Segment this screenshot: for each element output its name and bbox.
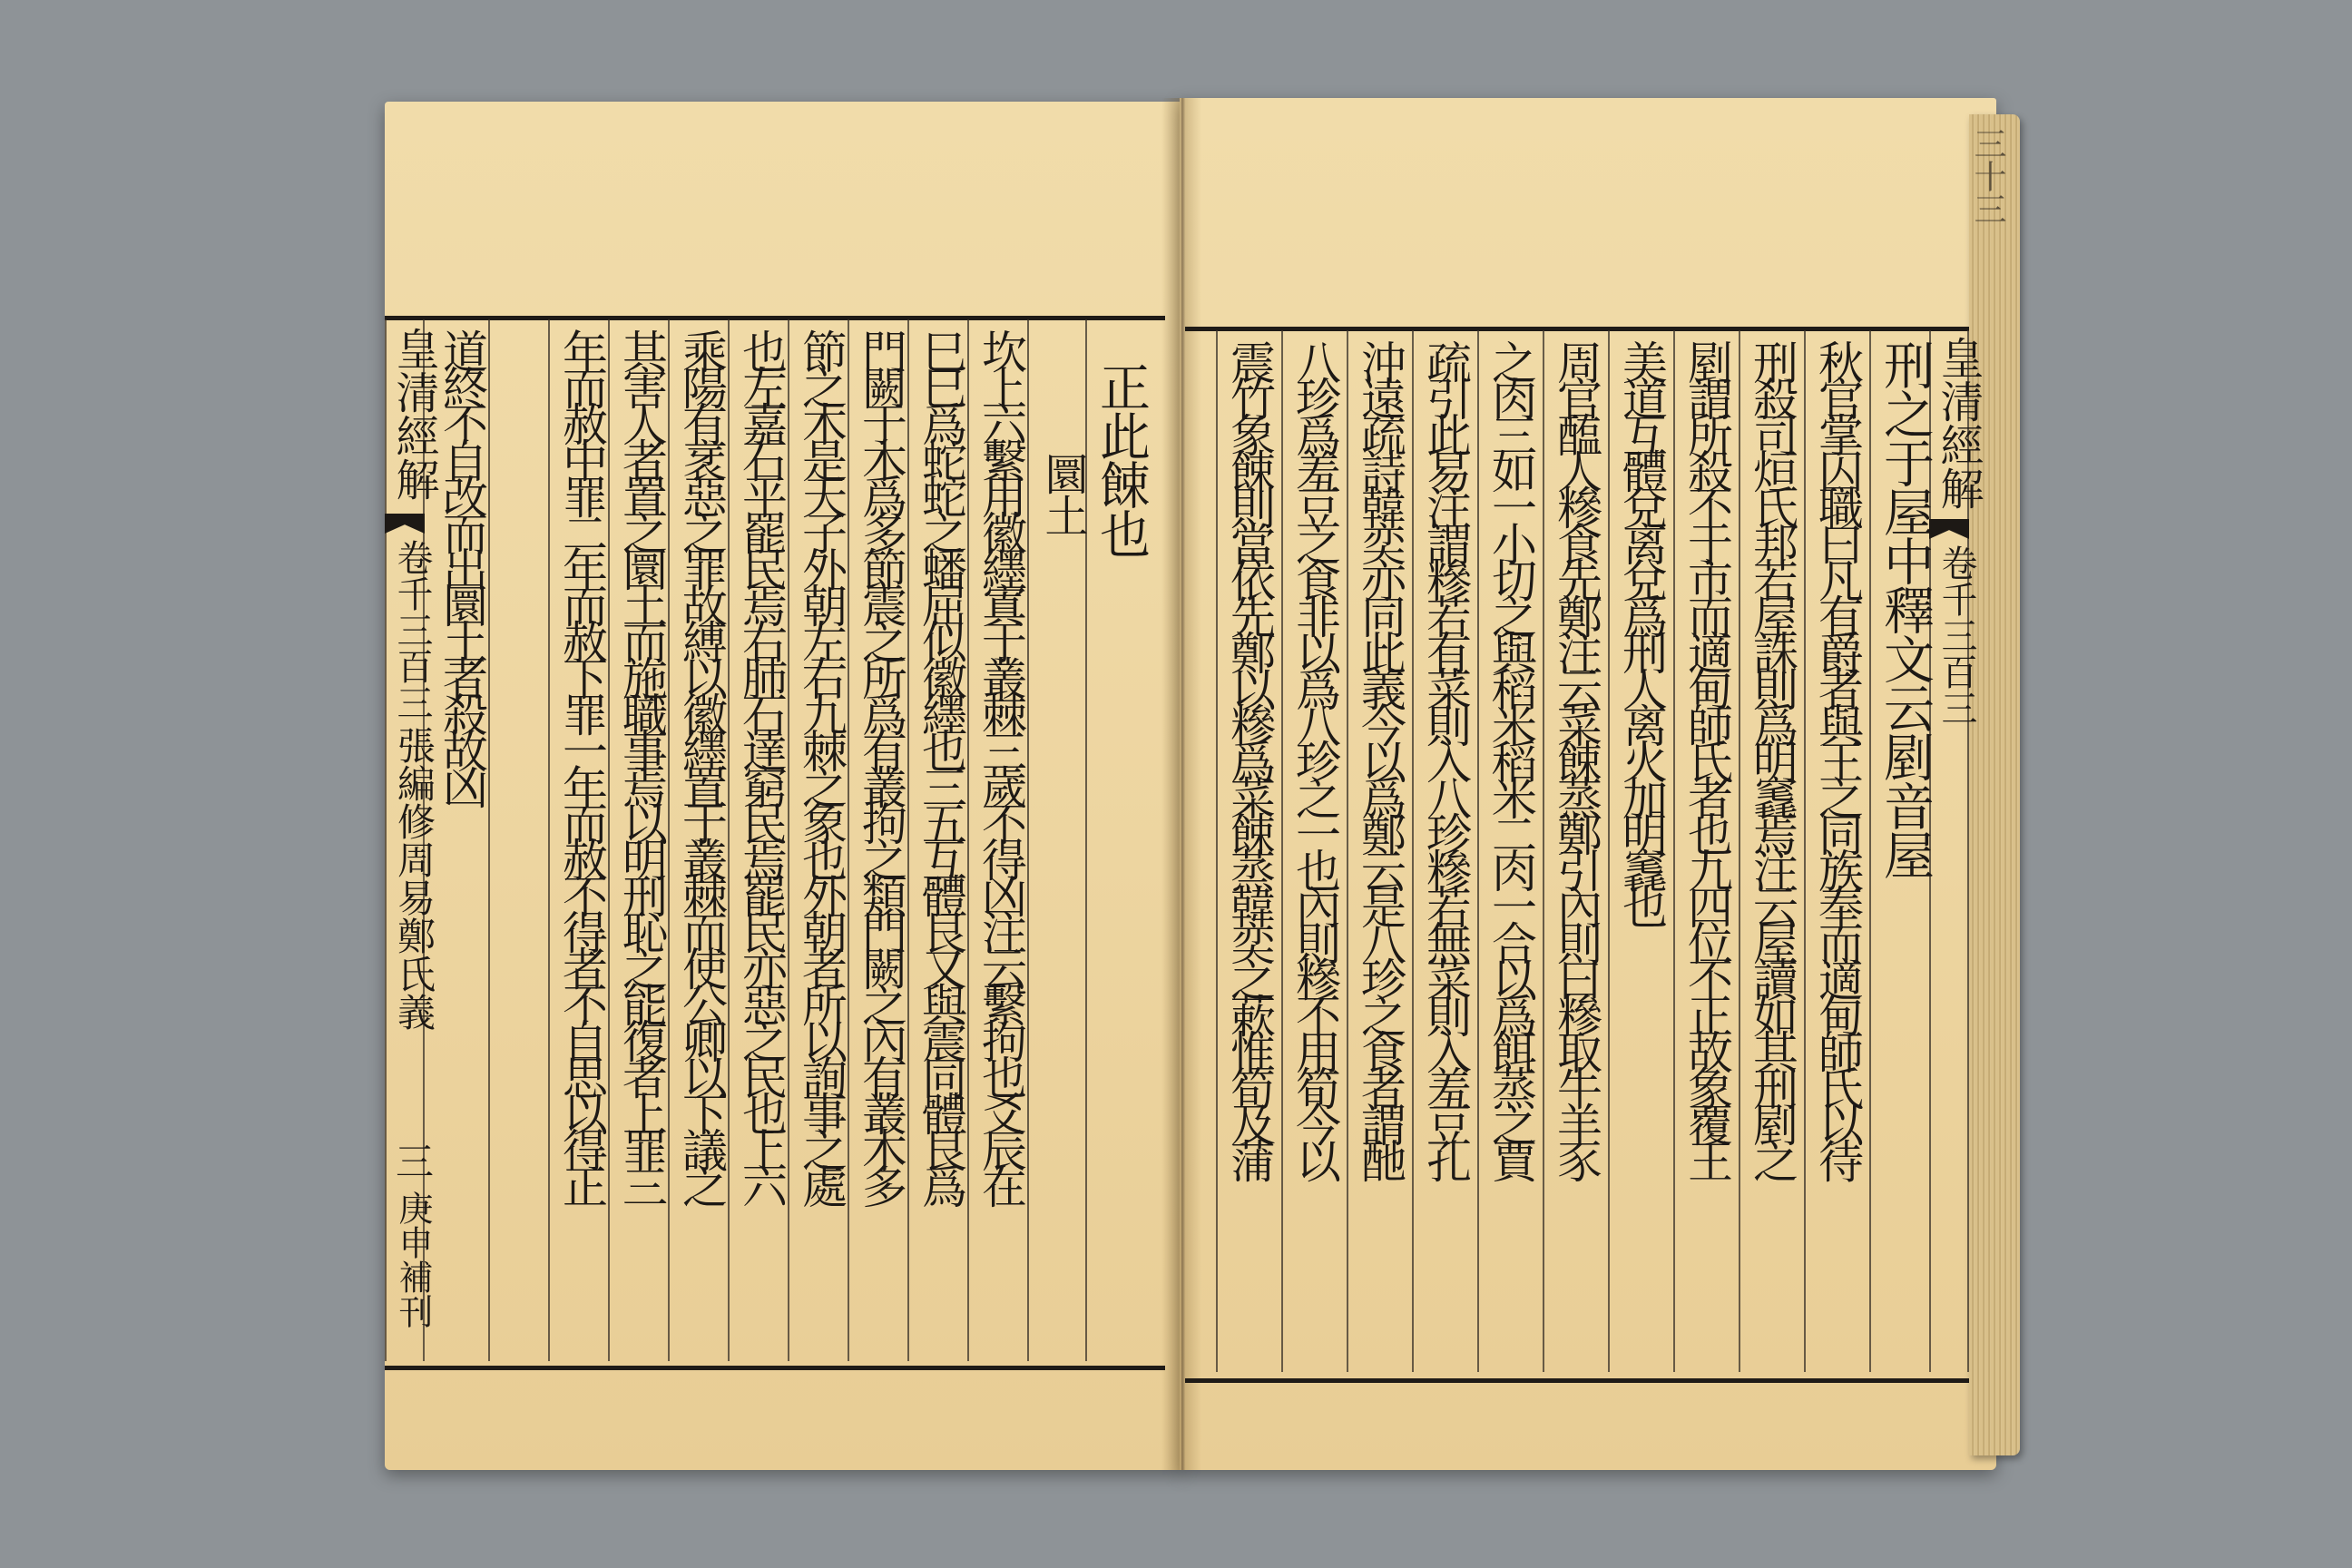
- text-column: 八珍爲羞豆之食非以爲八珍之一也內則糝不用筍今以: [1289, 339, 1341, 1174]
- text-column: 其害人者置之圜土而施職事焉以明刑恥之能復者上罪三: [615, 328, 668, 1200]
- text-column: 門闕于木爲多節震之所爲有叢拘之類門闕之內有叢木多: [855, 328, 907, 1200]
- margin-edition: 庚申補刊: [393, 1191, 433, 1328]
- text-column: 刑之于屋中釋文云剭音屋: [1876, 339, 1935, 878]
- column-rule: [1347, 330, 1348, 1372]
- text-column: 年而赦中罪二年而赦下罪一年而赦不得者不自思以得正: [555, 328, 608, 1200]
- text-column: 圜土: [1037, 452, 1088, 535]
- text-column: 秋官掌囚職曰凡有爵者與王之同族奉而適甸師氏以待: [1811, 339, 1864, 1174]
- column-rule: [1739, 330, 1740, 1372]
- text-column: 乘陽有衺惡之罪故縛以徽纆置于叢棘而使公卿以下議之: [675, 328, 728, 1200]
- text-column: 節之木是天子外朝左右九棘之象也外朝者所以詢事之處: [795, 328, 848, 1200]
- column-rule: [1673, 330, 1675, 1372]
- text-column: 坎上六繫用徽纆寘于叢棘三歲不得凶注云繫拘也爻辰在: [975, 328, 1027, 1200]
- edge-label: 三十三: [1969, 127, 2006, 225]
- text-column: 美道互體兌离兌爲刑人离火加明竁也: [1615, 339, 1668, 920]
- column-rule: [548, 319, 550, 1361]
- text-column: 剭謂所殺不于市而適甸師氏者也九四位不正故象覆王: [1681, 339, 1733, 1174]
- margin-book-title: 皇清經解: [1933, 336, 1984, 510]
- margin-author: 張編修周易鄭氏義: [392, 726, 436, 1031]
- text-column: 震竹象餗則當依先鄭以糝爲菜餗蒸韓奕之蔌惟筍及蒲: [1223, 339, 1276, 1174]
- column-rule: [1869, 330, 1871, 1372]
- column-rule: [1543, 330, 1544, 1372]
- column-rule: [1804, 330, 1806, 1372]
- text-column: 沖遠疏詩韓奕亦同此義今以爲鄭云是八珍之食者謂酏: [1354, 339, 1406, 1174]
- page-edges: [1969, 114, 2020, 1455]
- text-column: 周官醢人糝食先鄭注云菜餗蒸鄭引內則曰糝取牛羊豕: [1550, 339, 1602, 1174]
- text-column: 正此餗也: [1092, 361, 1151, 557]
- margin-leaf-number: 三: [390, 1142, 435, 1180]
- text-column: 疏引此易注謂糝若有菜則入八珍糝若無菜則入羞豆孔: [1419, 339, 1472, 1174]
- text-column: 巳巳爲蛇蛇之蟠屈似徽纆也三五互體艮又與震同體艮爲: [915, 328, 967, 1200]
- text-column: 道終不自改而出圜土者殺故凶: [436, 328, 488, 800]
- column-rule: [1608, 330, 1610, 1372]
- column-rule: [1412, 330, 1414, 1372]
- text-column: 刑殺司烜氏邦若屋誅則爲明竁焉注云屋讀如其刑剭之: [1746, 339, 1798, 1174]
- margin-book-title: 皇清經解: [388, 327, 439, 501]
- margin-volume: 卷千三百三: [1936, 544, 1977, 726]
- text-column: 之肉三如一小切之與稻米稻米二肉一合以爲餌蒸之賈: [1485, 339, 1537, 1174]
- column-rule: [1281, 330, 1283, 1372]
- margin-volume: 卷千三百三: [391, 539, 433, 720]
- column-rule: [1477, 330, 1479, 1372]
- text-column: 也左嘉石平罷民焉右肺石達窮民焉罷民亦惡之民也上六: [735, 328, 788, 1200]
- column-rule: [1216, 330, 1218, 1372]
